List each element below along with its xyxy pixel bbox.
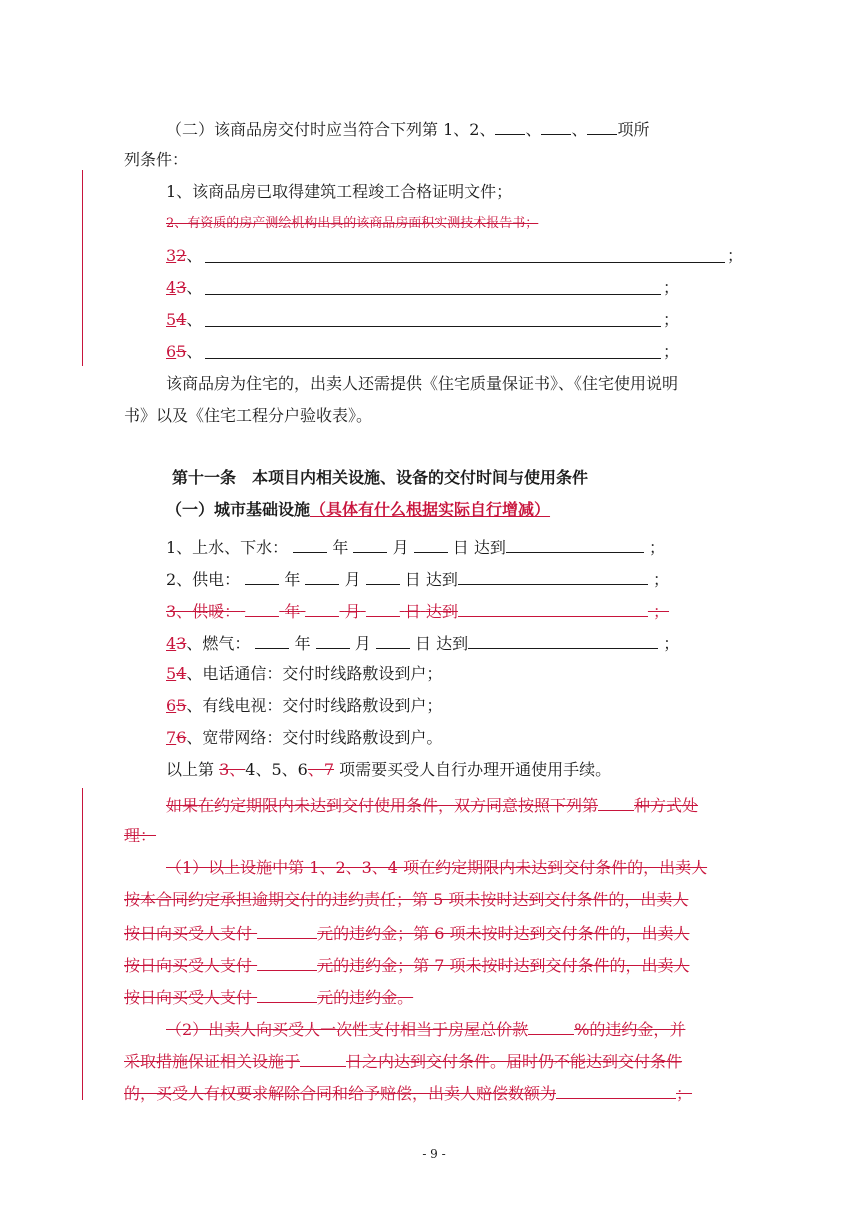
option2-line2: 采取措施保证相关设施于 日之内达到交付条件。届时仍不能达到交付条件 [124,1052,683,1071]
failure-clause-line2: 理： [124,826,157,845]
utility-broadband: 76、宽带网络：交付时线路敷设到户。 [166,728,443,747]
option1-line1: （1）以上设施中第 1、2、3、4 项在约定期限内未达到交付条件的，出卖人 [166,858,708,877]
revision-bar [82,170,83,366]
condition-item-5: 54、 [166,310,203,329]
semicolon: ； [663,342,680,361]
utility-power: 2、供电： 年 月 日 达到 ； [166,570,670,589]
condition-item-3: 32、 [166,246,203,265]
condition-item-6: 65、 [166,342,203,361]
option1-line2: 按本合同约定承担逾期交付的违约责任；第 5 项未按时达到交付条件的，出卖人 [124,890,689,909]
article-11-title: 第十一条 本项目内相关设施、设备的交付时间与使用条件 [172,468,589,487]
option1-line3: 按日向买受人支付 元的违约金；第 6 项未按时达到交付条件的，出卖人 [124,924,690,943]
residence-note-line1: 该商品房为住宅的，出卖人还需提供《住宅质量保证书》、《住宅使用说明 [166,374,679,393]
utility-cable-tv: 65、有线电视：交付时线路敷设到户； [166,696,443,715]
option1-line5: 按日向买受人支付 元的违约金。 [124,988,414,1007]
utility-heating-deleted: 3、供暖： 年 月 日 达到 ； [166,602,670,621]
option2-line1: （2）出卖人向买受人一次性支付相当于房屋总价款 %的违约金，并 [166,1020,686,1039]
condition-item-2-deleted: 2、有资质的房产测绘机构出具的该商品房面积实测技术报告书； [166,216,539,231]
condition-item-4: 43、 [166,278,203,297]
utility-water: 1、上水、下水： 年 月 日 达到 ； [166,538,666,557]
residence-note-line2: 书》以及《住宅工程分户验收表》。 [124,406,373,425]
conditions-heading-cont: 列条件： [124,150,189,169]
condition-item-1: 1、该商品房已取得建筑工程竣工合格证明文件； [166,182,513,201]
semicolon: ； [663,278,680,297]
page-number: - 9 - [422,1147,446,1161]
blank-line [205,326,661,327]
option2-line3: 的，买受人有权要求解除合同和给予赔偿，出卖人赔偿数额为 ； [124,1084,693,1103]
utility-gas: 43、燃气： 年 月 日 达到 ； [166,634,680,653]
blank-line [205,262,725,263]
option1-line4: 按日向买受人支付 元的违约金；第 7 项未按时达到交付条件的，出卖人 [124,956,690,975]
semicolon: ； [727,246,744,265]
failure-clause-line1: 如果在约定期限内未达到交付使用条件，双方同意按照下列第 种方式处 [166,796,699,815]
utility-phone: 54、电话通信：交付时线路敷设到户； [166,664,443,683]
infrastructure-heading: （一）城市基础设施（具体有什么根据实际自行增减） [166,500,551,519]
blank-line [205,294,661,295]
semicolon: ； [663,310,680,329]
activation-note: 以上第 3、4、5、6、7 项需要买受人自行办理开通使用手续。 [166,760,612,779]
revision-bar [82,788,83,1100]
blank-line [205,358,661,359]
conditions-heading: （二）该商品房交付时应当符合下列第 1、2、 、 、 项所 [166,120,650,139]
